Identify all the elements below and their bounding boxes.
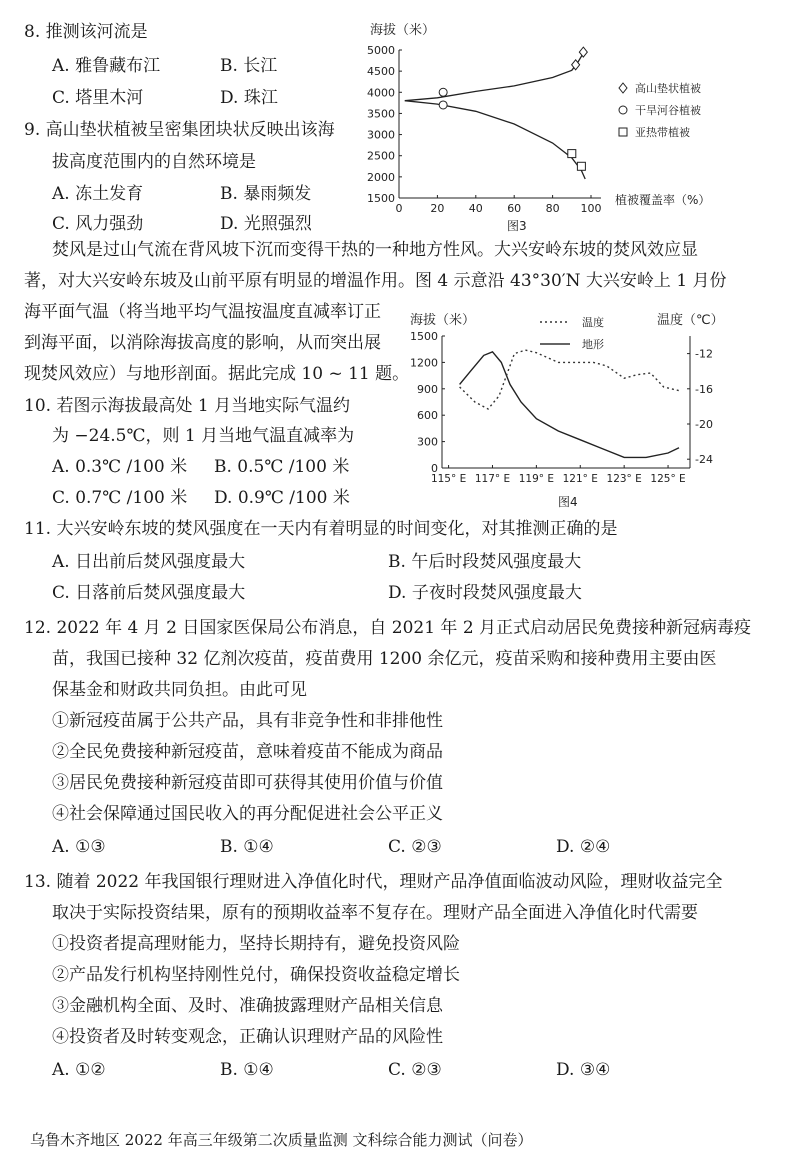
fig4-ytick-label: 1200 (410, 356, 438, 370)
q8-option-d: D. 珠江 (220, 88, 278, 108)
q11-option-a: A. 日出前后焚风强度最大 (52, 552, 246, 572)
q11-option-d: D. 子夜时段焚风强度最大 (388, 583, 582, 603)
q10-stem-line2: 为 −24.5℃，则 1 月当地气温直减率为 (52, 426, 355, 446)
fig4-xtick-label: 115° E (430, 473, 467, 485)
q9-option-a: A. 冻土发育 (52, 184, 144, 204)
q9-option-d: D. 光照强烈 (220, 214, 312, 234)
fig4-y2tick-label: -24 (695, 453, 713, 467)
fig3-legend (619, 81, 701, 139)
figure3-chart (355, 18, 755, 238)
q12-item-3: ③居民免费接种新冠疫苗即可获得其使用价值与价值 (52, 773, 443, 793)
figure4-chart (392, 306, 772, 514)
q12-stem-line3: 保基金和财政共同负担。由此可见 (52, 680, 307, 700)
fig3-series-line (405, 50, 585, 101)
fig3-ylabel: 海拔（米） (370, 23, 436, 38)
q13-item-2: ②产品发行机构坚持刚性兑付，确保投资收益稳定增长 (52, 965, 460, 985)
fig4-ytick-label: 0 (431, 462, 438, 475)
fig3-xtick-label: 40 (468, 202, 483, 215)
fig4-legend-terrain: 地形 (582, 338, 604, 351)
fig4-y2tick-label: -16 (695, 382, 713, 396)
q10-option-a: A. 0.3℃ /100 米 (52, 457, 188, 477)
fig4-ytick-label: 900 (417, 382, 438, 396)
fig3-xtick-label: 80 (545, 202, 560, 215)
q10-option-d: D. 0.9℃ /100 米 (214, 488, 350, 508)
fig3-ytick-label: 4500 (367, 65, 395, 79)
fig3-ytick-label: 2500 (367, 149, 395, 163)
fig4-ytick-label: 600 (417, 409, 438, 423)
page-footer: 乌鲁木齐地区 2022 年高三年级第二次质量监测 文科综合能力测试（问卷） (30, 1131, 533, 1149)
q11-option-c: C. 日落前后焚风强度最大 (52, 583, 246, 603)
q10-option-c: C. 0.7℃ /100 米 (52, 488, 188, 508)
q13-item-4: ④投资者及时转变观念，正确认识理财产品的风险性 (52, 1027, 443, 1047)
q12-option-a: A. ①③ (52, 837, 106, 857)
fig4-xtick-label: 119° E (518, 473, 555, 485)
q13-option-d: D. ③④ (556, 1060, 611, 1080)
q11-option-b: B. 午后时段焚风强度最大 (388, 552, 582, 572)
fig3-xtick-label: 0 (395, 202, 403, 215)
q13-option-a: A. ①② (52, 1060, 106, 1080)
passage-line5: 现焚风效应）与地形剖面。据此完成 10 ~ 11 题。 (24, 364, 410, 384)
fig4-terrain-line (460, 352, 679, 458)
fig3-series-line (405, 101, 585, 179)
q10-option-b: B. 0.5℃ /100 米 (214, 457, 350, 477)
fig3-marker-diamond (579, 47, 587, 57)
q13-option-b: B. ①④ (220, 1060, 274, 1080)
fig3-ytick-label: 2000 (367, 170, 395, 184)
fig4-y2tick-label: -20 (695, 418, 713, 431)
passage-line3: 海平面气温（将当地平均气温按温度直减率订正 (24, 302, 381, 322)
fig4-temperature-line (460, 350, 679, 409)
q9-stem-line2: 拔高度范围内的自然环境是 (52, 152, 256, 172)
circle-marker-icon (619, 106, 627, 114)
q8-stem: 8. 推测该河流是 (24, 22, 148, 42)
q12-stem-line2: 苗，我国已接种 32 亿剂次疫苗，疫苗费用 1200 余亿元，疫苗采购和接种费用主要由医 (52, 649, 717, 669)
fig3-ytick-label: 1500 (367, 192, 395, 205)
q13-option-c: C. ②③ (388, 1060, 442, 1080)
q10-stem-line1: 10. 若图示海拔最高处 1 月当地实际气温约 (24, 396, 351, 416)
q13-item-3: ③金融机构全面、及时、准确披露理财产品相关信息 (52, 996, 443, 1016)
passage-line1: 焚风是过山气流在背风坡下沉而变得干热的一种地方性风。大兴安岭东坡的焚风效应显 (52, 240, 698, 260)
fig4-xtick-label: 123° E (606, 473, 642, 485)
q13-item-1: ①投资者提高理财能力，坚持长期持有，避免投资风险 (52, 934, 460, 954)
q12-item-4: ④社会保障通过国民收入的再分配促进社会公平正义 (52, 804, 443, 824)
fig4-title: 图4 (558, 495, 578, 509)
fig3-legend-alpine: 高山垫状植被 (635, 82, 701, 95)
fig4-y2tick-label: -12 (695, 347, 713, 361)
q12-option-b: B. ①④ (220, 837, 274, 857)
fig3-ytick-label: 5000 (367, 44, 395, 57)
q9-option-c: C. 风力强劲 (52, 214, 144, 234)
fig4-ytick-label: 1500 (410, 330, 438, 343)
q12-option-d: D. ②④ (556, 837, 611, 857)
fig3-title: 图3 (507, 219, 527, 233)
q12-item-2: ②全民免费接种新冠疫苗，意味着疫苗不能成为商品 (52, 742, 443, 762)
fig3-marker-circle (439, 101, 447, 109)
fig3-ytick-label: 3000 (367, 128, 395, 142)
fig4-xtick-label: 121° E (562, 473, 598, 485)
fig4-xtick-label: 117° E (474, 473, 511, 485)
q8-option-b: B. 长江 (220, 56, 278, 76)
fig3-xtick-label: 60 (507, 202, 522, 215)
q12-item-1: ①新冠疫苗属于公共产品，具有非竞争性和非排他性 (52, 711, 443, 731)
fig3-ytick-label: 4000 (367, 86, 395, 100)
fig4-y2label: 温度（℃） (657, 313, 724, 328)
fig4-ytick-label: 300 (417, 435, 438, 449)
q8-option-c: C. 塔里木河 (52, 88, 144, 108)
q9-stem-line1: 9. 高山垫状植被呈密集团块状反映出该海 (24, 120, 335, 140)
fig4-ylabel: 海拔（米） (410, 313, 476, 328)
diamond-marker-icon (619, 83, 627, 93)
fig3-legend-valley: 干旱河谷植被 (635, 104, 701, 117)
q13-stem-line2: 取决于实际投资结果，原有的预期收益率不复存在。理财产品全面进入净值化时代需要 (52, 903, 698, 923)
fig3-legend-subtropical: 亚热带植被 (635, 126, 690, 139)
fig3-marker-circle (439, 88, 447, 96)
passage-line2: 著，对大兴安岭东坡及山前平原有明显的增温作用。图 4 示意沿 43°30′N 大兴安岭上 1 月份 (24, 271, 727, 291)
q13-stem-line1: 13. 随着 2022 年我国银行理财进入净值化时代，理财产品净值面临波动风险，理财收益完全 (24, 872, 723, 892)
fig3-marker-square (577, 162, 585, 170)
fig3-marker-square (568, 150, 576, 158)
q12-option-c: C. ②③ (388, 837, 442, 857)
square-marker-icon (619, 128, 627, 136)
fig3-xtick-label: 100 (580, 202, 602, 215)
fig3-xlabel: 植被覆盖率（%） (615, 193, 711, 207)
q9-option-b: B. 暴雨频发 (220, 184, 312, 204)
fig4-legend-temp: 温度 (582, 316, 604, 329)
q11-stem: 11. 大兴安岭东坡的焚风强度在一天内有着明显的时间变化，对其推测正确的是 (24, 519, 618, 539)
q8-option-a: A. 雅鲁藏布江 (52, 56, 161, 76)
passage-line4: 到海平面，以消除海拔高度的影响，从而突出展 (24, 333, 381, 353)
fig4-xtick-label: 125° E (650, 473, 686, 485)
q12-stem-line1: 12. 2022 年 4 月 2 日国家医保局公布消息，自 2021 年 2 月正式启动居民免费接种新冠病毒疫 (24, 618, 752, 638)
fig3-ytick-label: 3500 (367, 107, 395, 121)
fig3-xtick-label: 20 (430, 202, 445, 215)
